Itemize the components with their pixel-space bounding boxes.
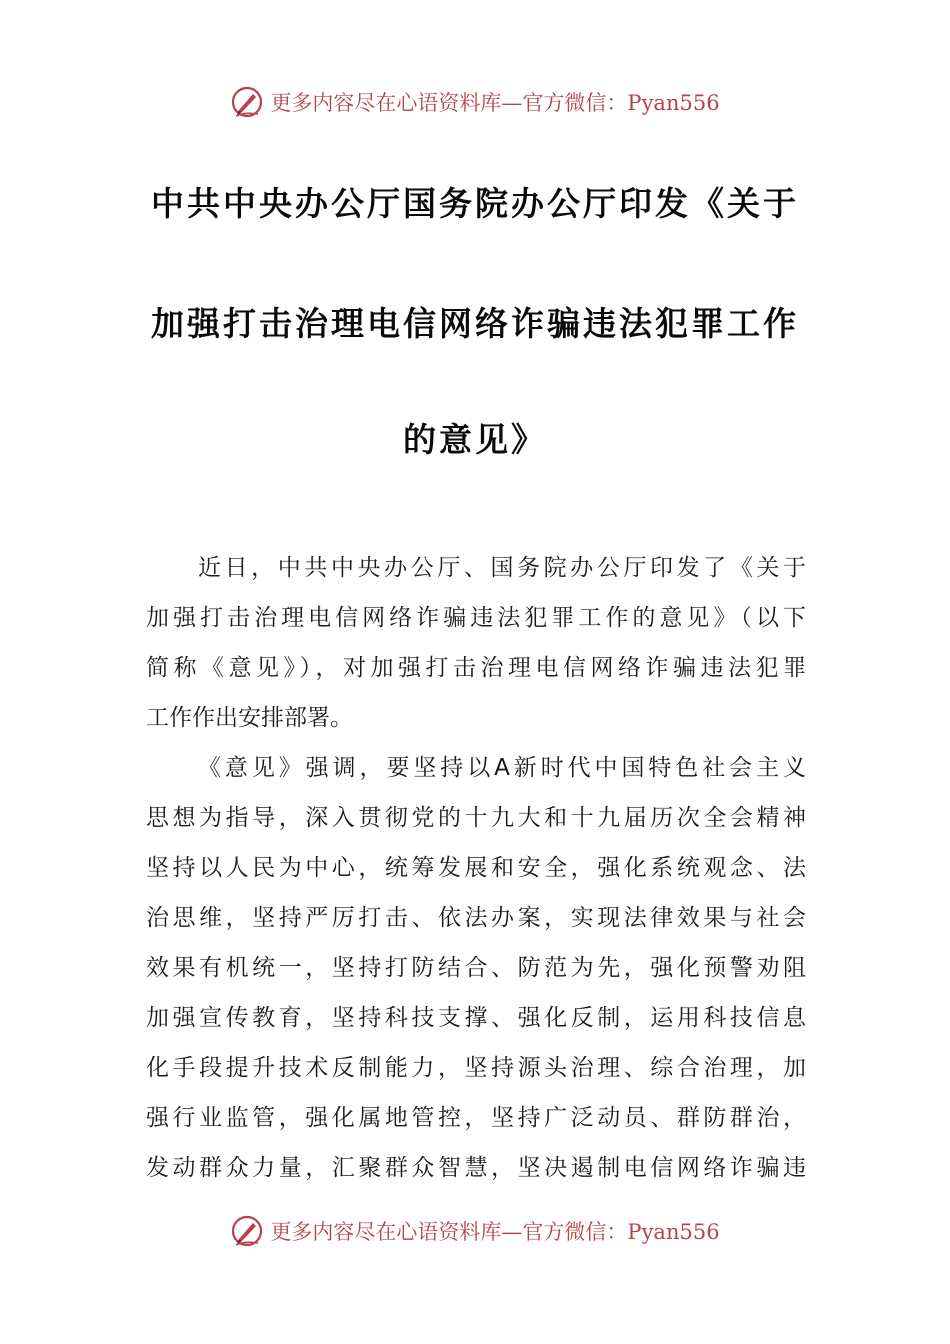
paragraph-2	[146, 743, 806, 1193]
paragraph-line: 思想为指导，深入贯彻党的十九大和十九届历次全会精神	[146, 805, 806, 831]
paragraph-line: 治思维，坚持严厉打击、依法办案，实现法律效果与社会	[146, 905, 806, 931]
paragraph-line: 近日，中共中央办公厅、国务院办公厅印发了《关于	[198, 555, 806, 581]
paragraph-line: 效果有机统一，坚持打防结合、防范为先，强化预警劝阻	[146, 955, 806, 981]
paragraph-line: 强行业监管，强化属地管控，坚持广泛动员、群防群治，	[146, 1105, 806, 1131]
watermark-footer	[0, 1211, 950, 1251]
pen-logo-icon	[230, 85, 264, 119]
paragraph-line: 《意见》强调，要坚持以A新时代中国特色社会主义	[198, 755, 806, 781]
watermark-text: 更多内容尽在心语资料库—官方微信：Pyan556	[270, 1220, 720, 1244]
document-title-line-3: 的意见》	[403, 420, 547, 459]
paragraph-line: 化手段提升技术反制能力，坚持源头治理、综合治理，加	[146, 1055, 806, 1081]
watermark-text: 更多内容尽在心语资料库—官方微信：Pyan556	[270, 91, 720, 115]
paragraph-line: 加强宣传教育，坚持科技支撑、强化反制，运用科技信息	[146, 1005, 806, 1031]
pen-logo-icon	[230, 1214, 264, 1248]
document-title-line-2: 加强打击治理电信网络诈骗违法犯罪工作	[151, 304, 799, 343]
paragraph-line: 坚持以人民为中心，统筹发展和安全，强化系统观念、法	[146, 855, 806, 881]
watermark-header	[0, 82, 950, 122]
document-title-line-1: 中共中央办公厅国务院办公厅印发《关于	[151, 184, 799, 223]
paragraph-line: 简称《意见》），对加强打击治理电信网络诈骗违法犯罪	[146, 655, 806, 681]
paragraph-line: 发动群众力量，汇聚群众智慧，坚决遏制电信网络诈骗违	[146, 1155, 806, 1181]
paragraph-line: 加强打击治理电信网络诈骗违法犯罪工作的意见》（以下	[146, 605, 806, 631]
paragraph-line: 工作作出安排部署。	[146, 705, 353, 731]
paragraph-1	[146, 543, 806, 743]
